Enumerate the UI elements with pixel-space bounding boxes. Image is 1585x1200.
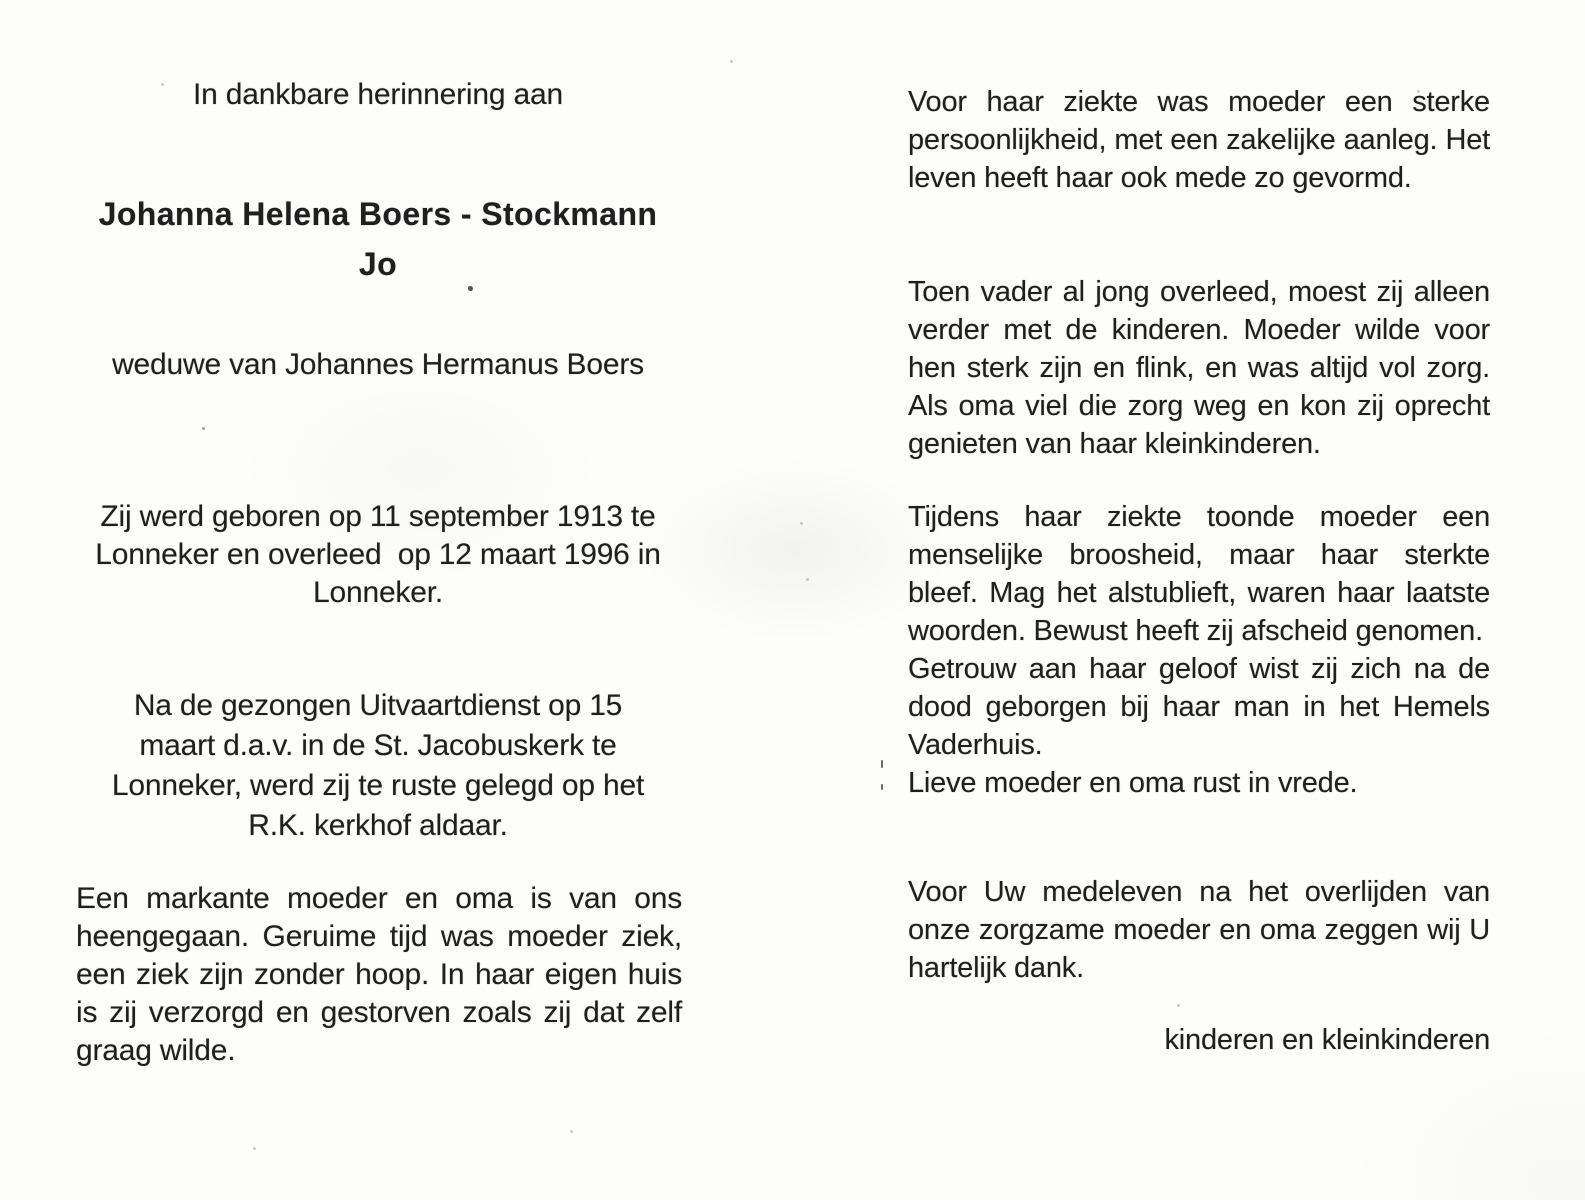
scan-speckle bbox=[1417, 90, 1420, 93]
deceased-name-block bbox=[66, 189, 690, 289]
scan-speckle bbox=[1177, 1004, 1180, 1007]
funeral-service-text: Na de gezongen Uitvaartdienst op 15 maart d.a.v. in de St. Jacobuskerk te Lonneker, werd zij te ruste gelegd op het R.K. kerkhof aldaar. bbox=[111, 689, 645, 842]
paragraph-group-illness-faith bbox=[908, 498, 1490, 802]
scan-speckle bbox=[800, 522, 803, 525]
intro-line: In dankbare herinnering aan bbox=[193, 78, 563, 111]
rest-in-peace-line: Lieve moeder en oma rust in vrede. bbox=[908, 767, 1358, 799]
memorial-paragraph: Een markante moeder en oma is van ons heengegaan. Geruime tijd was moeder ziek, een ziek zijn zonder hoop. In haar eigen huis is zij verzorgd en gestorven zoals zij dat zelf graag wilde. bbox=[76, 882, 682, 1067]
scan-speckle bbox=[202, 427, 205, 430]
signature-line: kinderen en kleinkinderen bbox=[1164, 1024, 1490, 1056]
scan-speckle bbox=[161, 83, 164, 86]
scan-edge-mark bbox=[881, 760, 883, 768]
scan-edge-mark bbox=[881, 784, 883, 790]
paragraph-before-illness: Voor haar ziekte was moeder een sterke persoonlijkheid, met een zakelijke aanleg. Het leven heeft haar ook mede zo gevormd. bbox=[908, 86, 1490, 194]
paragraph-illness: Tijdens haar ziekte toonde moeder een menselijke broosheid, maar haar sterkte bleef. Mag het alstublieft, waren haar laatste woorden. Bewust heeft zij afscheid genomen. bbox=[908, 501, 1490, 647]
paragraph-thanks: Voor Uw medeleven na het overlijden van onze zorgzame moeder en oma zeggen wij U hartelijk dank. bbox=[908, 876, 1490, 984]
paragraph-faith: Getrouw aan haar geloof wist zij zich na de dood geborgen bij haar man in het Hemels Vaderhuis. bbox=[908, 653, 1490, 761]
widow-of-line: weduwe van Johannes Hermanus Boers bbox=[112, 348, 644, 381]
deceased-full-name: Johanna Helena Boers - Stockmann bbox=[98, 196, 658, 232]
deceased-nickname: Jo bbox=[358, 246, 398, 282]
scan-speckle bbox=[570, 1130, 573, 1133]
scan-speckle bbox=[806, 578, 809, 581]
paragraph-widowhood: Toen vader al jong overleed, moest zij alleen verder met de kinderen. Moeder wilde voor hen sterk zijn en flink, en was altijd vol zorg. Als oma viel die zorg weg en kon zij oprecht genieten van haar kleinkinderen. bbox=[908, 276, 1490, 460]
scan-speckle bbox=[468, 286, 473, 291]
scan-speckle bbox=[730, 60, 733, 63]
scan-speckle bbox=[253, 1147, 256, 1150]
birth-death-text: Zij werd geboren op 11 september 1913 te Lonneker en overleed op 12 maart 1996 in Lonneker. bbox=[95, 500, 661, 609]
